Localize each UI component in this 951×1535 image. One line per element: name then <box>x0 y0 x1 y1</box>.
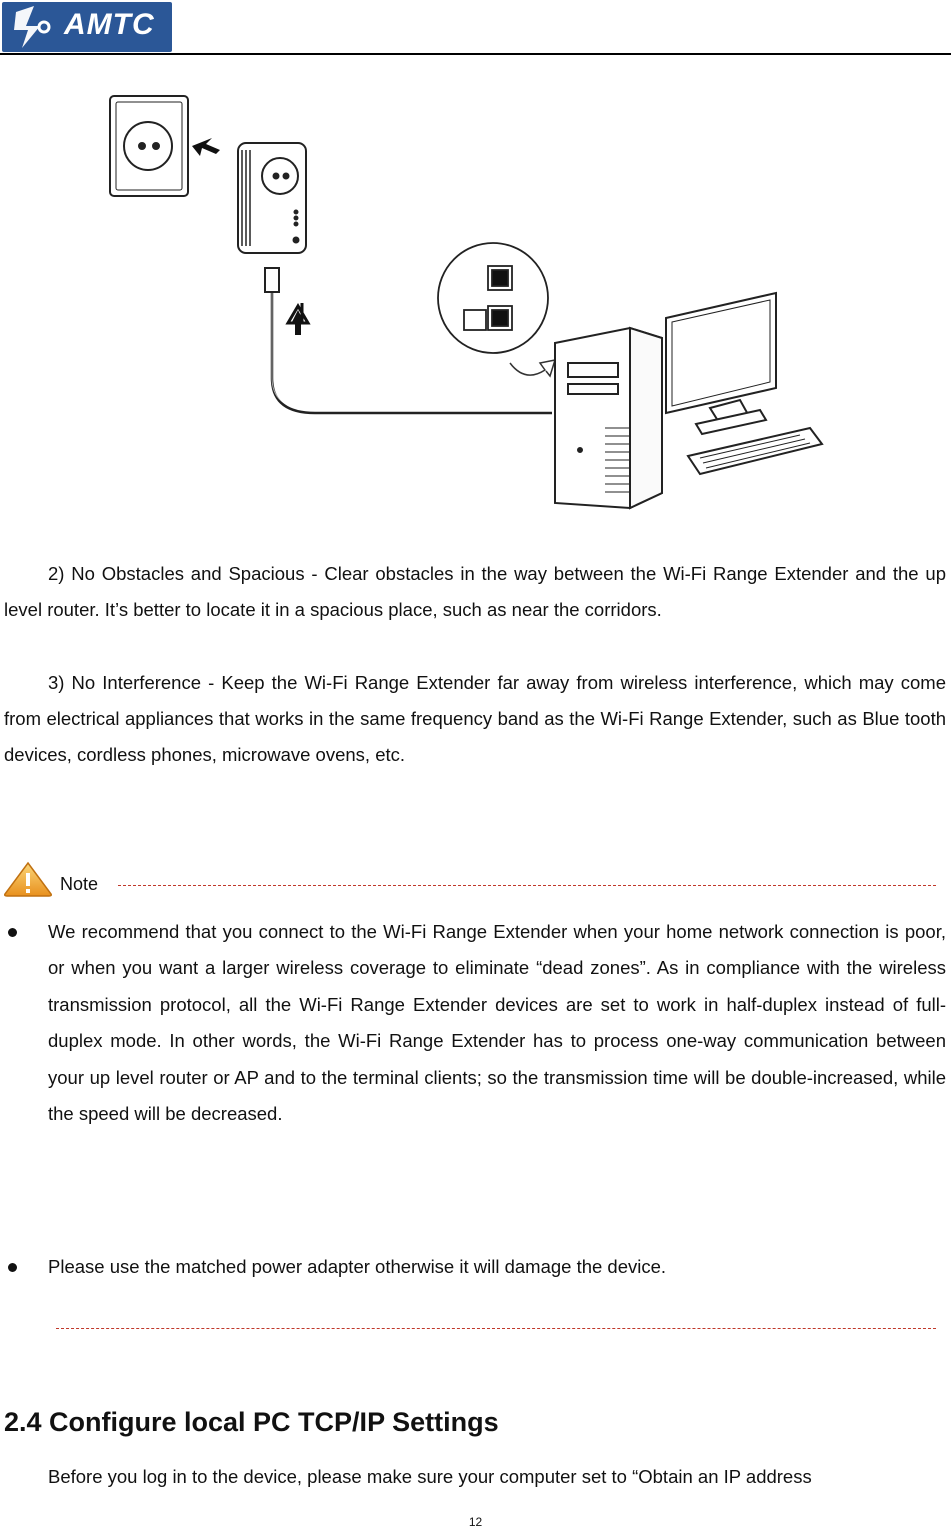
logo-text: AMTC <box>64 8 155 41</box>
computer-monitor <box>666 293 776 434</box>
wall-socket <box>110 96 188 196</box>
note-header <box>2 858 942 898</box>
paragraph-obstacles: 2) No Obstacles and Spacious - Clear obstacles in the way between the Wi-Fi Range Extender and the up level router. It’s better to locate it in a spacious place, such as near the corridors. <box>4 563 946 620</box>
note-bullet-item: Please use the matched power adapter otherwise it will damage the device. <box>48 1256 667 1277</box>
port-zoom <box>438 243 548 353</box>
bullet-dot <box>8 1263 17 1272</box>
section-intro: Before you log in to the device, please make sure your computer set to “Obtain an IP address <box>48 1466 812 1487</box>
note-label: Note <box>60 874 99 894</box>
page-number: 12 <box>468 1515 483 1529</box>
range-extender-device <box>238 143 306 253</box>
note-bottom-rule <box>56 1328 936 1329</box>
section-heading: 2.4 Configure local PC TCP/IP Settings <box>4 1407 499 1437</box>
bullet-dot <box>8 928 17 937</box>
note-top-rule <box>118 885 936 886</box>
page-header <box>0 0 951 56</box>
curved-arrow <box>510 360 555 376</box>
keyboard <box>688 428 822 474</box>
warning-icon <box>2 860 54 898</box>
computer-tower <box>555 328 662 508</box>
amtc-logo <box>2 2 172 52</box>
arrow-to-socket <box>192 138 220 156</box>
note-bullet-item: We recommend that you connect to the Wi-Fi Range Extender when your home network connection is poor, or when you want a larger wireless coverage to eliminate “dead zones”. As in compliance with the wireless transmission protocol, all the Wi-Fi Range Extender devices are set to work in half-duplex instead of full-duplex mode. In other words, the Wi-Fi Range Extender has to process one-way communication between your up level router or AP and to the terminal clients; so the transmission time will be double-increased, while the speed will be decreased. <box>48 921 946 1125</box>
logo-mark-icon <box>4 2 64 52</box>
header-rule <box>0 53 951 55</box>
installation-illustration <box>100 88 830 513</box>
paragraph-interference: 3) No Interference - Keep the Wi-Fi Range Extender far away from wireless interference, which may come from electrical appliances that works in the same frequency band as the Wi-Fi Range Extender, such as Blue tooth devices, cordless phones, microwave ovens, etc. <box>4 672 946 765</box>
